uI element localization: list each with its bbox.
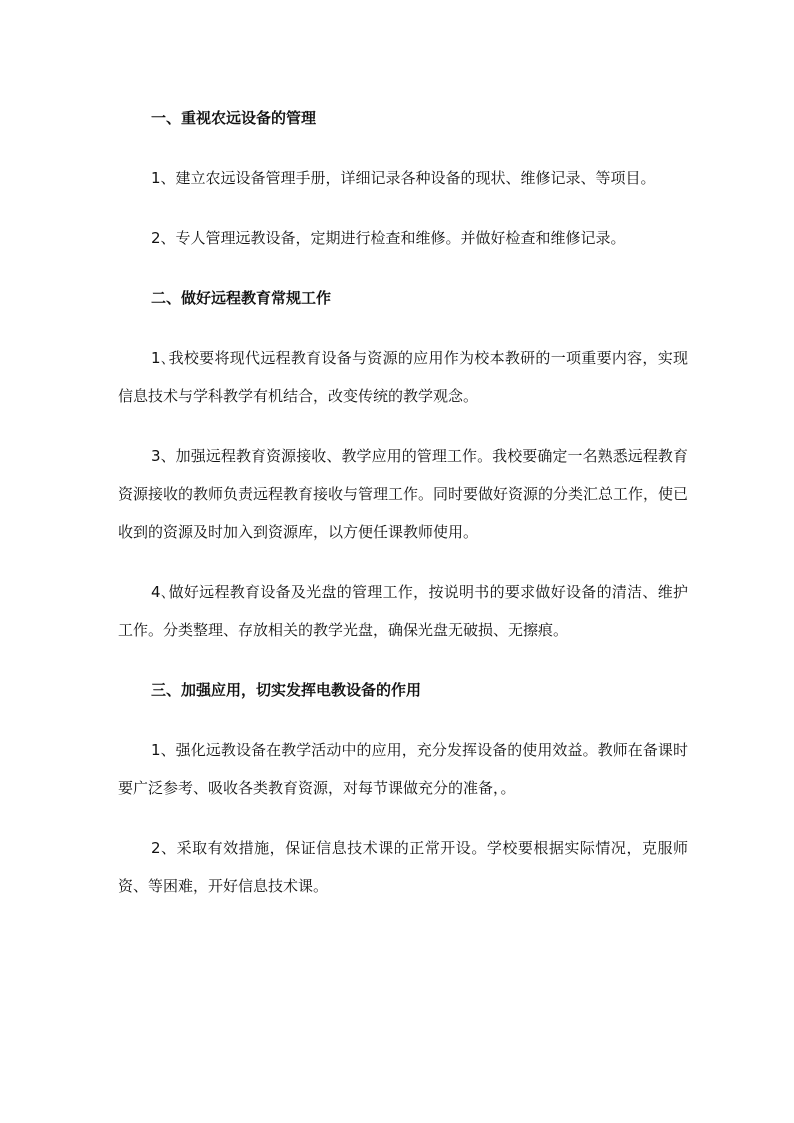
spacer — [118, 649, 688, 671]
paragraph-1-1: 1、建立农远设备管理手册，详细记录各种设备的现状、维修记录、等项目。 — [151, 169, 656, 187]
document-body — [118, 99, 688, 905]
spacer — [118, 257, 688, 279]
paragraph-3-1: 1、强化远教设备在教学活动中的应用，充分发挥设备的使用效益。教师在备课时要广泛参考、吸收各类教育资源，对每节课做充分的准备，。 — [118, 741, 688, 797]
paragraph-2-3: 4､做好远程教育设备及光盘的管理工作，按说明书的要求做好设备的清洁、维护工作。分类整理、存放相关的教学光盘，确保光盘无破损、无擦痕。 — [118, 583, 688, 639]
spacer — [118, 415, 688, 437]
paragraph-2-1: 1､我校要将现代远程教育设备与资源的应用作为校本教研的一项重要内容，实现信息技术与学科教学有机结合，改变传统的教学观念。 — [118, 349, 688, 405]
section-heading-3: 三、加强应用，切实发挥电教设备的作用 — [151, 681, 422, 699]
spacer — [118, 807, 688, 829]
spacer — [118, 551, 688, 573]
spacer — [118, 137, 688, 159]
spacer — [118, 317, 688, 339]
section-heading-2: 二、做好远程教育常规工作 — [151, 289, 332, 307]
paragraph-1-2: 2、专人管理远教设备，定期进行检查和维修。并做好检查和维修记录。 — [151, 229, 626, 247]
spacer — [118, 709, 688, 731]
section-heading-1: 一、重视农远设备的管理 — [151, 109, 317, 127]
paragraph-3-2: 2、采取有效措施，保证信息技术课的正常开设。学校要根据实际情况，克服师资、等困难，开好信息技术课。 — [118, 839, 688, 895]
spacer — [118, 197, 688, 219]
paragraph-2-2: 3、加强远程教育资源接收、教学应用的管理工作。我校要确定一名熟悉远程教育资源接收的教师负责远程教育接收与管理工作。同时要做好资源的分类汇总工作，使已收到的资源及时加入到资源库，以方便任课教师使用。 — [118, 447, 689, 541]
